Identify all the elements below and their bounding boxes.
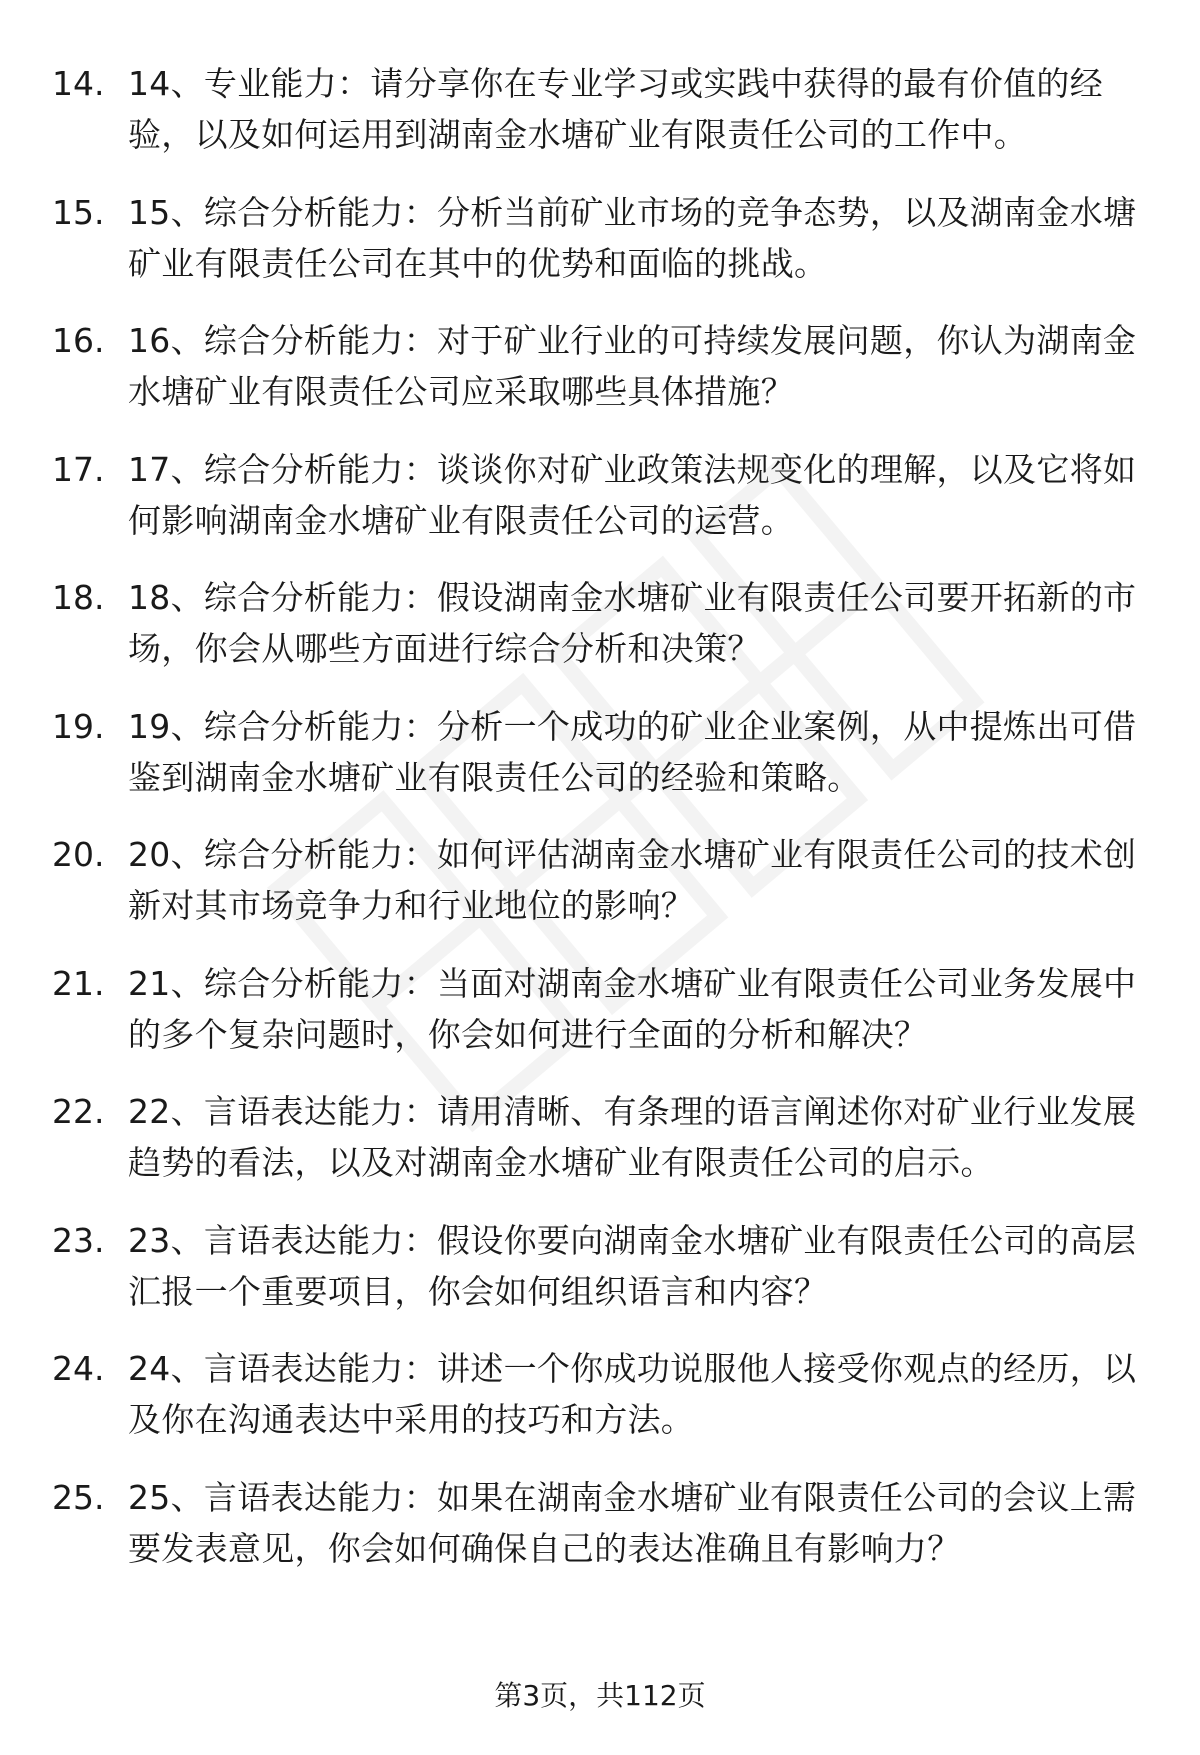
question-text: 18、综合分析能力：假设湖南金水塘矿业有限责任公司要开拓新的市场，你会从哪些方面进行综合分析和决策？ [128,578,1137,668]
question-number: 22. [52,1092,105,1131]
question-number: 15. [52,192,105,232]
list-item [52,1472,1148,1601]
question-text: 14、专业能力：请分享你在专业学习或实践中获得的最有价值的经验，以及如何运用到湖南金水塘矿业有限责任公司的工作中。 [128,64,1103,154]
list-item [52,829,1148,958]
question-text: 16、综合分析能力：对于矿业行业的可持续发展问题，你认为湖南金水塘矿业有限责任公司应采取哪些具体措施？ [128,321,1137,411]
question-number: 17. [52,449,105,489]
list-item [52,1215,1148,1344]
question-number: 21. [52,963,105,1003]
question-text: 21、综合分析能力：当面对湖南金水塘矿业有限责任公司业务发展中的多个复杂问题时，你会如何进行全面的分析和解决？ [128,963,1137,1054]
question-number: 16. [52,321,105,360]
list-item [52,187,1148,316]
list-item [52,958,1148,1087]
question-number: 14. [52,64,105,103]
question-list [52,58,1148,1600]
page-footer: 第3页，共112页 [494,1679,706,1712]
question-text: 22、言语表达能力：请用清晰、有条理的语言阐述你对矿业行业发展趋势的看法，以及对湖南金水塘矿业有限责任公司的启示。 [128,1092,1137,1182]
list-item [52,444,1148,573]
list-item [52,1343,1148,1472]
question-text: 25、言语表达能力：如果在湖南金水塘矿业有限责任公司的会议上需要发表意见，你会如何确保自己的表达准确且有影响力？ [128,1477,1137,1568]
question-number: 20. [52,835,105,874]
question-text: 23、言语表达能力：假设你要向湖南金水塘矿业有限责任公司的高层汇报一个重要项目，你会如何组织语言和内容？ [128,1220,1137,1311]
question-text: 15、综合分析能力：分析当前矿业市场的竞争态势，以及湖南金水塘矿业有限责任公司在其中的优势和面临的挑战。 [128,192,1137,283]
list-item [52,572,1148,701]
question-text: 24、言语表达能力：讲述一个你成功说服他人接受你观点的经历，以及你在沟通表达中采用的技巧和方法。 [128,1349,1137,1439]
question-number: 19. [52,706,105,746]
list-item [52,58,1148,187]
question-text: 19、综合分析能力：分析一个成功的矿业企业案例，从中提炼出可借鉴到湖南金水塘矿业有限责任公司的经验和策略。 [128,706,1137,797]
list-item [52,315,1148,444]
question-number: 23. [52,1220,105,1260]
list-item [52,701,1148,830]
question-number: 25. [52,1477,105,1517]
list-item [52,1086,1148,1215]
question-text: 20、综合分析能力：如何评估湖南金水塘矿业有限责任公司的技术创新对其市场竞争力和行业地位的影响？ [128,835,1137,925]
question-number: 18. [52,578,105,617]
question-text: 17、综合分析能力：谈谈你对矿业政策法规变化的理解，以及它将如何影响湖南金水塘矿业有限责任公司的运营。 [128,449,1137,540]
question-number: 24. [52,1349,105,1388]
